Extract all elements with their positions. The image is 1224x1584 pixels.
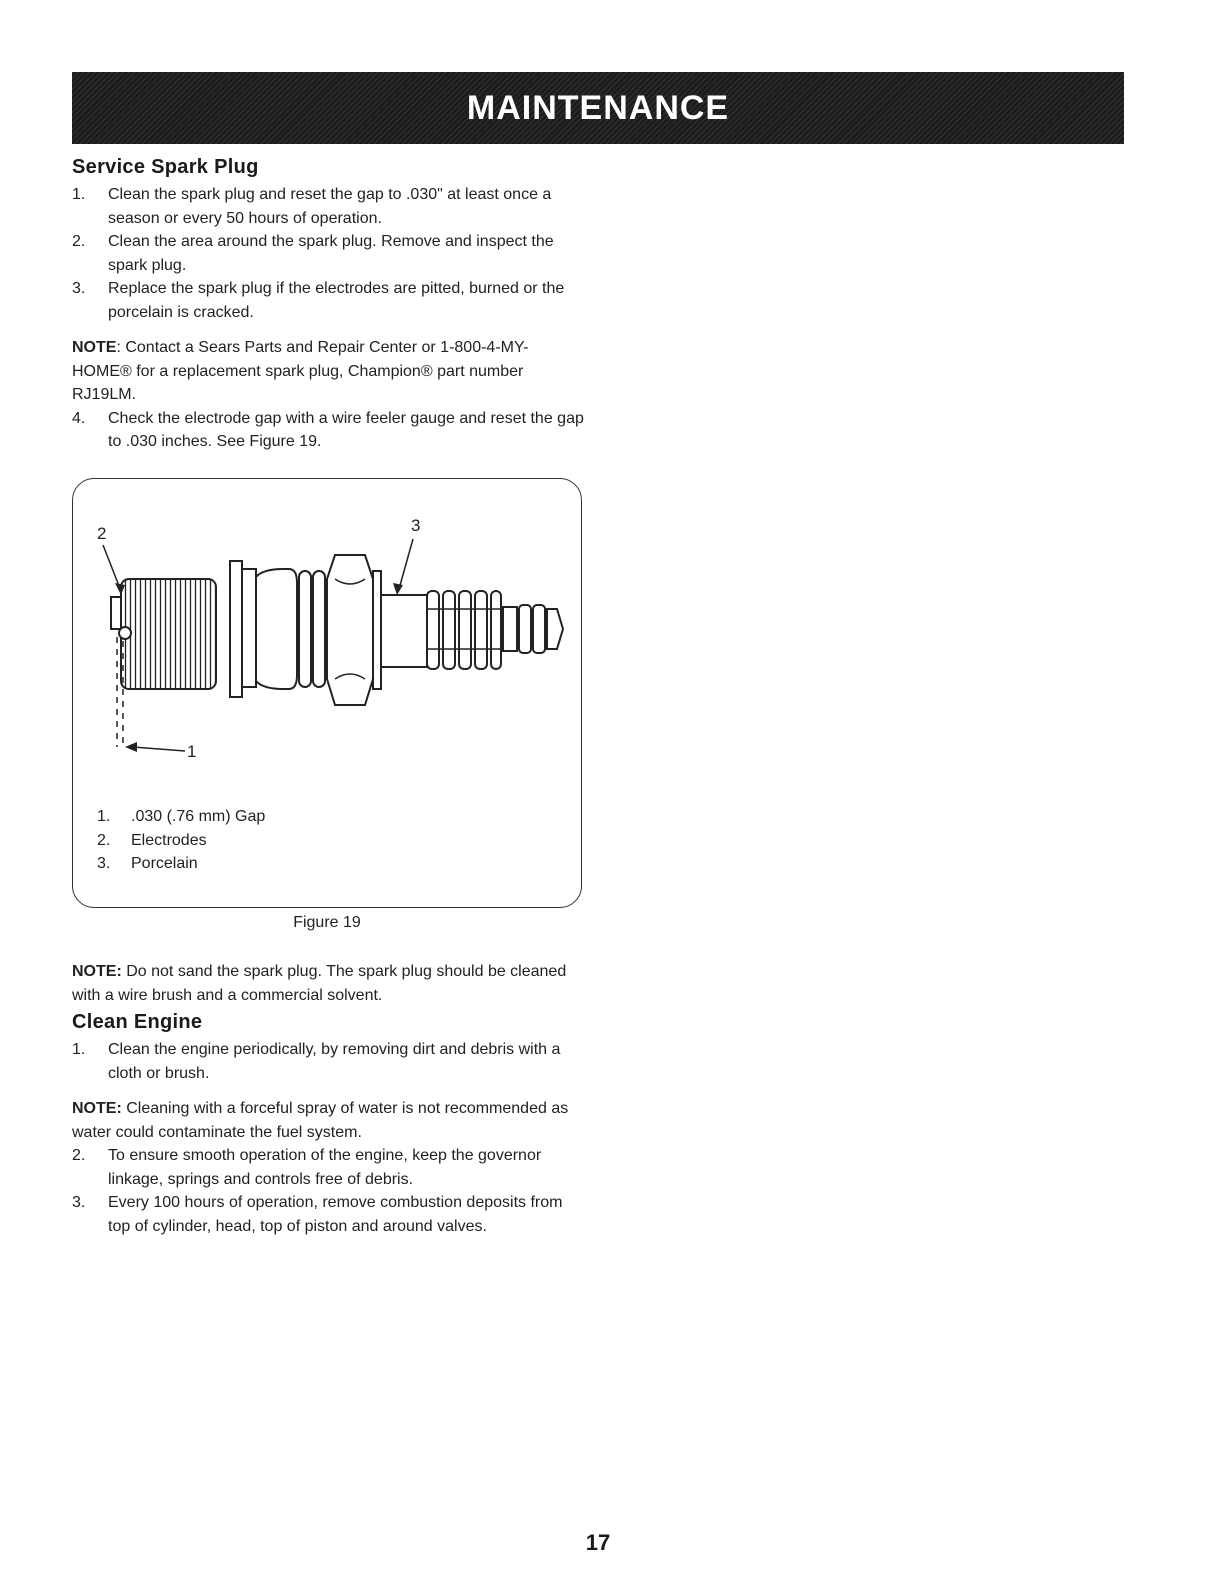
note-label: NOTE	[72, 339, 117, 356]
step-number: 3.	[72, 280, 86, 297]
step-number: 1.	[72, 186, 86, 203]
list-item	[97, 805, 265, 829]
terminal-tip	[547, 609, 563, 649]
legend-text: Electrodes	[131, 831, 207, 849]
terminal-ring	[519, 605, 531, 653]
clean-engine-step1	[72, 1038, 588, 1085]
list-item	[97, 829, 265, 853]
step-text: Check the electrode gap with a wire feeler gauge and reset the gap to .030 inches. See Figure 19.	[108, 409, 584, 450]
shell-body	[256, 569, 297, 689]
clean-engine-section	[72, 960, 588, 1238]
step-text: Replace the spark plug if the electrodes are pitted, burned or the porcelain is cracked.	[108, 280, 565, 321]
insulator-rib	[459, 591, 471, 669]
center-electrode	[119, 627, 131, 639]
thread-section	[121, 579, 216, 689]
insulator-rib	[427, 591, 439, 669]
porcelain-insulator	[381, 595, 427, 667]
crimp-ring	[299, 571, 311, 687]
replacement-note	[72, 336, 588, 407]
note-text: Do not sand the spark plug. The spark plug should be cleaned with a wire brush and a commercial solvent.	[72, 963, 567, 1004]
sanding-note	[72, 960, 588, 1007]
insulator-rib	[443, 591, 455, 669]
legend-text: .030 (.76 mm) Gap	[131, 808, 266, 825]
callout-2: 2	[97, 524, 107, 543]
terminal-ring	[533, 605, 545, 653]
terminal-neck	[503, 607, 517, 651]
step-text: Clean the area around the spark plug. Remove and inspect the spark plug.	[108, 233, 554, 274]
spark-plug-step4	[72, 407, 588, 454]
list-item	[72, 1038, 588, 1085]
section-title: MAINTENANCE	[466, 88, 730, 127]
list-item	[72, 407, 588, 454]
spark-plug-steps	[72, 183, 588, 324]
spark-plug-section	[72, 156, 588, 454]
callout-1: 1	[187, 742, 197, 761]
legend-number: 2.	[97, 831, 111, 849]
list-item	[72, 277, 588, 324]
water-note	[72, 1097, 588, 1144]
figure-19-box	[72, 478, 582, 908]
step-number: 1.	[72, 1041, 86, 1058]
note-label: NOTE:	[72, 1100, 122, 1117]
spark-plug-diagram	[73, 479, 581, 799]
legend-number: 1.	[97, 808, 111, 825]
gasket	[230, 561, 242, 697]
list-item	[72, 1191, 588, 1238]
callout-3: 3	[411, 516, 421, 535]
clean-engine-steps	[72, 1144, 588, 1238]
list-item	[72, 183, 588, 230]
legend-text: Porcelain	[131, 855, 198, 872]
insulator-rib	[475, 591, 487, 669]
section-banner	[72, 72, 1124, 144]
shell-collar	[242, 569, 256, 687]
note-text: Cleaning with a forceful spray of water is not recommended as water could contaminate the fuel system.	[72, 1100, 569, 1141]
legend-number: 3.	[97, 855, 111, 872]
list-item	[72, 1144, 588, 1191]
page-number: 17	[585, 1530, 611, 1555]
hex-nut	[327, 555, 373, 705]
note-label: NOTE:	[72, 963, 122, 980]
step-text: To ensure smooth operation of the engine, keep the governor linkage, springs and controls free of debris.	[108, 1147, 542, 1188]
hex-collar	[373, 571, 381, 689]
list-item	[97, 852, 265, 876]
step-text: Clean the spark plug and reset the gap to .030" at least once a season or every 50 hours of operation.	[108, 186, 552, 227]
step-number: 2.	[72, 233, 86, 250]
clean-engine-heading: Clean Engine	[72, 1011, 203, 1033]
step-number: 2.	[72, 1147, 86, 1164]
list-item	[72, 230, 588, 277]
figure-caption: Figure 19	[293, 914, 361, 931]
step-text: Every 100 hours of operation, remove combustion deposits from top of cylinder, head, top of piston and around valves.	[108, 1194, 563, 1235]
step-text: Clean the engine periodically, by removing dirt and debris with a cloth or brush.	[108, 1041, 561, 1082]
note-text: : Contact a Sears Parts and Repair Center or 1-800-4-MY-HOME® for a replacement spark plug, Champion® part number RJ19LM.	[72, 339, 529, 403]
figure-legend	[97, 805, 265, 876]
spark-plug-heading: Service Spark Plug	[72, 156, 259, 178]
insulator-rib	[491, 591, 501, 669]
step-number: 4.	[72, 409, 86, 427]
step-number: 3.	[72, 1194, 86, 1211]
crimp-ring	[313, 571, 325, 687]
